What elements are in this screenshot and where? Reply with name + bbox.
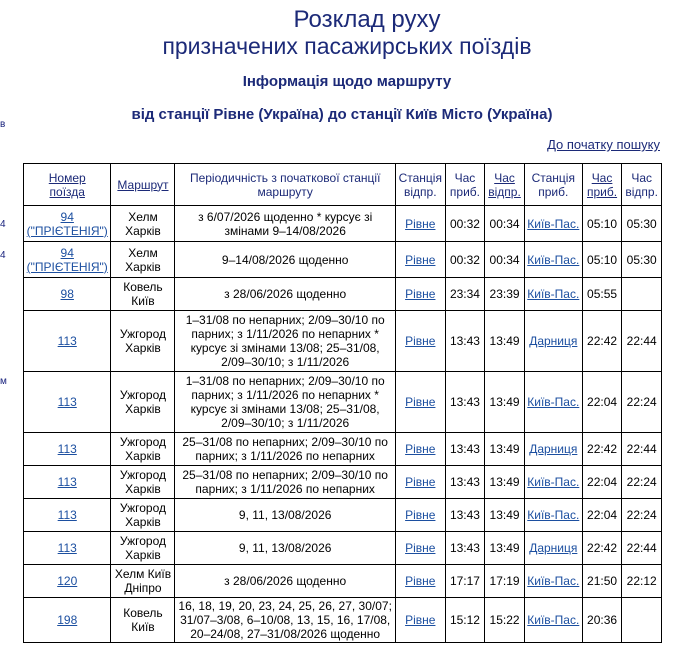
departure-time2-cell: 22:24 — [622, 372, 661, 432]
departure-time-cell: 00:34 — [485, 242, 524, 277]
table-header-row — [24, 164, 661, 205]
departure-time2-cell: 22:44 — [622, 433, 661, 465]
periodicity-cell: з 6/07/2026 щоденно * курсує зі змінами 9–14/08/2026 — [175, 206, 394, 241]
periodicity-cell: 25–31/08 по непарних; 2/09–30/10 по парних; з 1/11/2026 по непарних — [175, 433, 394, 465]
periodicity-cell: 1–31/08 по непарних; 2/09–30/10 по парних; з 1/11/2026 по непарних * курсує зі змінами 13/08; 25–31/08, 2/09–30/10; з 1/11/2026 — [175, 372, 394, 432]
periodicity-cell: з 28/06/2026 щоденно — [175, 278, 394, 310]
col-arr-header: Час приб. — [446, 164, 485, 205]
arrival-time-cell: 13:43 — [446, 372, 485, 432]
table-row — [24, 311, 661, 371]
col-dep-header[interactable]: Час відпр. — [485, 164, 524, 205]
station-dep-link[interactable]: Рівне — [405, 508, 436, 522]
station-arr-link[interactable]: Дарниця — [529, 541, 578, 555]
station-dep-cell — [396, 433, 445, 465]
station-arr-cell — [525, 311, 582, 371]
edge-mark: в — [0, 119, 6, 130]
route-cell: Ужгород Харків — [111, 372, 174, 432]
table-row — [24, 565, 661, 597]
route-cell: Ужгород Харків — [111, 311, 174, 371]
station-arr-link[interactable]: Київ-Пас. — [527, 508, 580, 522]
station-arr-link[interactable]: Київ-Пас. — [527, 287, 580, 301]
arrival-time-cell: 13:43 — [446, 311, 485, 371]
arrival-time-cell: 00:32 — [446, 206, 485, 241]
edge-mark: м — [0, 376, 7, 387]
train-number-cell — [24, 499, 110, 531]
arrival-time2-cell: 05:10 — [583, 242, 622, 277]
periodicity-cell: 9, 11, 13/08/2026 — [175, 499, 394, 531]
col-arr2-header[interactable]: Час приб. — [583, 164, 622, 205]
station-arr-cell — [525, 499, 582, 531]
departure-time2-cell: 22:12 — [622, 565, 661, 597]
train-number-link[interactable]: 113 — [57, 541, 77, 555]
page-title: Розклад руху — [293, 6, 441, 33]
arrival-time2-cell: 05:10 — [583, 206, 622, 241]
station-dep-cell — [396, 499, 445, 531]
edge-mark: 4 — [0, 250, 6, 261]
departure-time-cell: 15:22 — [485, 598, 524, 642]
departure-time-cell: 13:49 — [485, 532, 524, 564]
station-arr-cell — [525, 372, 582, 432]
periodicity-cell: 1–31/08 по непарних; 2/09–30/10 по парних; з 1/11/2026 по непарних * курсує зі змінами 13/08; 25–31/08, 2/09–30/10; з 1/11/2026 — [175, 311, 394, 371]
table-row — [24, 206, 661, 241]
departure-time2-cell: 22:24 — [622, 466, 661, 498]
station-arr-link[interactable]: Київ-Пас. — [527, 613, 580, 627]
arrival-time-cell: 15:12 — [446, 598, 485, 642]
route-cell: Ковель Київ — [111, 278, 174, 310]
periodicity-cell: 9, 11, 13/08/2026 — [175, 532, 394, 564]
periodicity-cell: 9–14/08/2026 щоденно — [175, 242, 394, 277]
table-row — [24, 598, 661, 642]
train-name-link[interactable]: ("ПРІЄТЕНІЯ") — [26, 259, 108, 274]
station-dep-cell — [396, 311, 445, 371]
station-dep-cell — [396, 278, 445, 310]
train-number-cell — [24, 311, 110, 371]
arrival-time2-cell: 22:42 — [583, 532, 622, 564]
station-dep-link[interactable]: Рівне — [405, 475, 436, 489]
departure-time-cell: 13:49 — [485, 372, 524, 432]
departure-time2-cell — [622, 278, 661, 310]
arrival-time2-cell: 22:04 — [583, 372, 622, 432]
station-arr-cell — [525, 433, 582, 465]
edge-mark: 4 — [0, 219, 6, 230]
train-number-cell — [24, 433, 110, 465]
route-cell: Хелм Харків — [111, 242, 174, 277]
arrival-time2-cell: 22:42 — [583, 311, 622, 371]
station-arr-link[interactable]: Дарниця — [529, 442, 578, 456]
station-arr-cell — [525, 242, 582, 277]
station-dep-link[interactable]: Рівне — [405, 216, 436, 231]
route-cell: Ковель Київ — [111, 598, 174, 642]
info-heading: Інформація щодо маршруту — [242, 73, 452, 90]
station-arr-cell — [525, 278, 582, 310]
station-arr-link[interactable]: Дарниця — [529, 334, 578, 348]
train-number-link[interactable]: 113 — [57, 395, 77, 409]
train-number-cell — [24, 532, 110, 564]
arrival-time2-cell: 21:50 — [583, 565, 622, 597]
station-dep-link[interactable]: Рівне — [405, 334, 436, 348]
station-dep-link[interactable]: Рівне — [405, 442, 436, 456]
station-dep-cell — [396, 372, 445, 432]
station-dep-cell — [396, 565, 445, 597]
train-number-cell — [24, 206, 110, 241]
train-number-cell — [24, 598, 110, 642]
station-dep-cell — [396, 532, 445, 564]
departure-time-cell: 23:39 — [485, 278, 524, 310]
train-number-cell — [24, 466, 110, 498]
departure-time-cell: 13:49 — [485, 466, 524, 498]
station-arr-cell — [525, 532, 582, 564]
train-number-cell — [24, 278, 110, 310]
arrival-time2-cell: 05:55 — [583, 278, 622, 310]
station-arr-link[interactable]: Київ-Пас. — [527, 475, 580, 489]
departure-time2-cell: 22:24 — [622, 499, 661, 531]
departure-time2-cell: 05:30 — [622, 206, 661, 241]
station-dep-cell — [396, 466, 445, 498]
train-number-link[interactable]: 94 — [60, 209, 74, 224]
train-number-link[interactable]: 120 — [57, 574, 78, 588]
train-number-cell — [24, 565, 110, 597]
departure-time2-cell: 22:44 — [622, 311, 661, 371]
departure-time-cell: 00:34 — [485, 206, 524, 241]
route-cell: Хелм Київ Дніпро — [111, 565, 174, 597]
station-arr-cell — [525, 598, 582, 642]
back-to-search-link[interactable]: До початку пошуку — [547, 137, 660, 152]
station-arr-link[interactable]: Київ-Пас. — [527, 574, 580, 588]
station-dep-cell — [396, 206, 445, 241]
route-heading: від станції Рівне (Україна) до станції Київ Місто (Україна) — [131, 106, 553, 123]
train-number-link[interactable]: 113 — [57, 508, 77, 522]
arrival-time2-cell: 20:36 — [583, 598, 622, 642]
departure-time2-cell: 22:44 — [622, 532, 661, 564]
train-number-cell — [24, 372, 110, 432]
departure-time2-cell: 05:30 — [622, 242, 661, 277]
departure-time-cell: 17:19 — [485, 565, 524, 597]
arrival-time-cell: 23:34 — [446, 278, 485, 310]
route-cell: Ужгород Харків — [111, 499, 174, 531]
station-dep-link[interactable]: Рівне — [405, 574, 436, 588]
periodicity-cell: 16, 18, 19, 20, 23, 24, 25, 26, 27, 30/07; 31/07–3/08, 6–10/08, 13, 15, 16, 17/08, 20–24/08, 27–31/08/2026 щоденно — [175, 598, 394, 642]
arrival-time-cell: 13:43 — [446, 532, 485, 564]
arrival-time2-cell: 22:42 — [583, 433, 622, 465]
arrival-time-cell: 13:43 — [446, 499, 485, 531]
arrival-time-cell: 13:43 — [446, 433, 485, 465]
col-station-arr-header: Станція приб. — [525, 164, 582, 205]
station-dep-link[interactable]: Рівне — [405, 395, 436, 409]
table-row — [24, 499, 661, 531]
departure-time-cell: 13:49 — [485, 499, 524, 531]
col-station-dep-header: Станція відпр. — [396, 164, 445, 205]
table-row — [24, 278, 661, 310]
col-periodicity-header: Періодичність з початкової станції маршруту — [175, 164, 394, 205]
route-cell: Хелм Харків — [111, 206, 174, 241]
periodicity-cell: з 28/06/2026 щоденно — [175, 565, 394, 597]
train-number-link[interactable]: 198 — [57, 613, 78, 627]
station-arr-cell — [525, 206, 582, 241]
train-number-link[interactable]: 113 — [57, 475, 77, 489]
departure-time-cell: 13:49 — [485, 311, 524, 371]
station-arr-link[interactable]: Київ-Пас. — [527, 252, 580, 267]
table-row — [24, 532, 661, 564]
train-number-cell — [24, 242, 110, 277]
col-number-header[interactable]: Номер поїзда — [24, 164, 110, 205]
train-number-link[interactable]: 98 — [60, 287, 74, 301]
arrival-time2-cell: 22:04 — [583, 499, 622, 531]
station-arr-link[interactable]: Київ-Пас. — [527, 216, 580, 231]
departure-time2-cell — [622, 598, 661, 642]
station-dep-link[interactable]: Рівне — [405, 613, 436, 627]
station-dep-link[interactable]: Рівне — [405, 287, 436, 301]
station-dep-link[interactable]: Рівне — [405, 252, 436, 267]
arrival-time2-cell: 22:04 — [583, 466, 622, 498]
station-dep-cell — [396, 242, 445, 277]
arrival-time-cell: 17:17 — [446, 565, 485, 597]
train-number-link[interactable]: 113 — [57, 442, 77, 456]
col-dep2-header: Час відпр. — [622, 164, 661, 205]
station-dep-cell — [396, 598, 445, 642]
route-cell: Ужгород Харків — [111, 433, 174, 465]
train-number-link[interactable]: 113 — [57, 334, 77, 348]
arrival-time-cell: 00:32 — [446, 242, 485, 277]
page-subtitle: призначених пасажирських поїздів — [162, 33, 532, 59]
table-row — [24, 372, 661, 432]
route-cell: Ужгород Харків — [111, 532, 174, 564]
schedule-table — [23, 163, 662, 643]
periodicity-cell: 25–31/08 по непарних; 2/09–30/10 по парних; з 1/11/2026 по непарних — [175, 466, 394, 498]
table-row — [24, 433, 661, 465]
col-route-header[interactable]: Маршрут — [111, 164, 174, 205]
train-name-link[interactable]: ("ПРІЄТЕНІЯ") — [26, 223, 108, 238]
station-dep-link[interactable]: Рівне — [405, 541, 436, 555]
table-row — [24, 466, 661, 498]
station-arr-link[interactable]: Київ-Пас. — [527, 395, 580, 409]
table-row — [24, 242, 661, 277]
station-arr-cell — [525, 565, 582, 597]
train-number-link[interactable]: 94 — [60, 245, 74, 260]
station-arr-cell — [525, 466, 582, 498]
route-cell: Ужгород Харків — [111, 466, 174, 498]
arrival-time-cell: 13:43 — [446, 466, 485, 498]
departure-time-cell: 13:49 — [485, 433, 524, 465]
